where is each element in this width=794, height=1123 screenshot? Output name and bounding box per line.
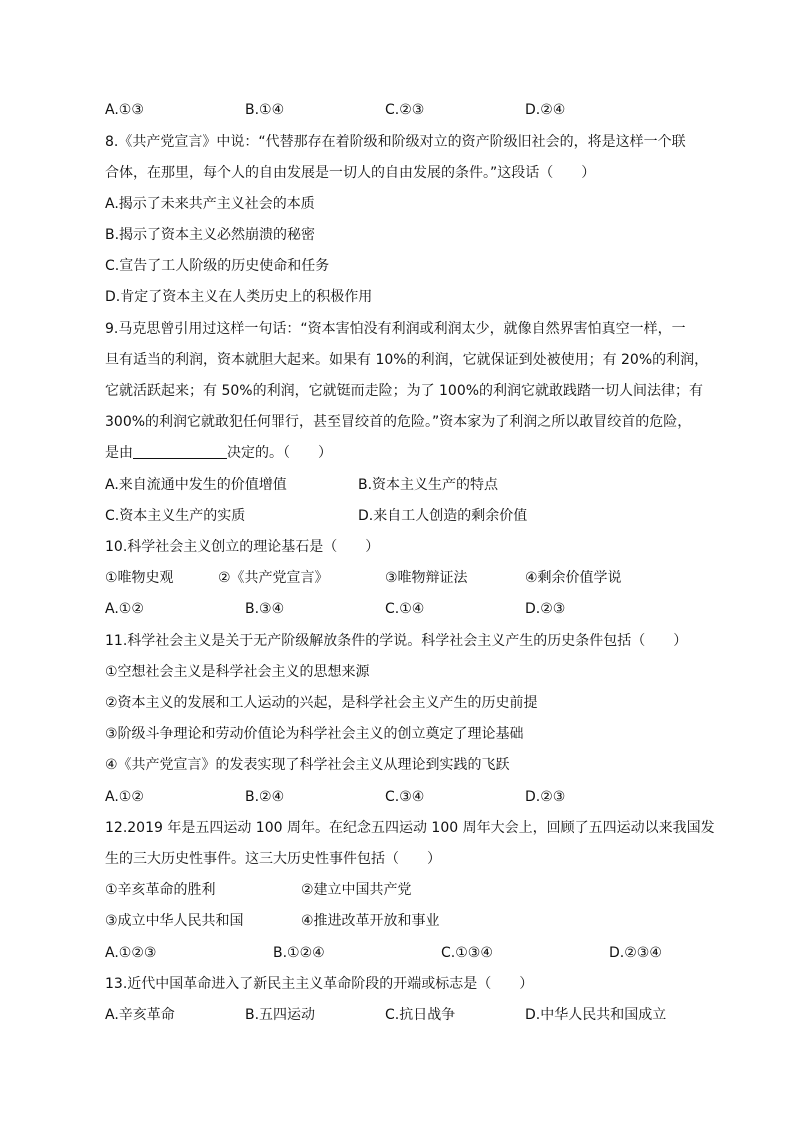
q8-stem-line-1: 8.《共产党宣言》中说：“代替那存在着阶级和阶级对立的资产阶级旧社会的，将是这样一个联	[105, 134, 686, 150]
q9-stem-line-5-pre: 是由	[105, 445, 133, 461]
q12-item-4: ④推进改革开放和事业	[301, 913, 440, 929]
q10-option-d: D.②③	[525, 601, 566, 617]
q10-item-4: ④剩余价值学说	[525, 570, 622, 586]
q11-item-2: ②资本主义的发展和工人运动的兴起，是科学社会主义产生的历史前提	[105, 695, 538, 711]
q10-item-2: ②《共产党宣言》	[218, 570, 329, 586]
q9-stem-line-4: 300%的利润它就敢犯任何罪行，甚至冒绞首的危险。”资本家为了利润之所以敢冒绞首的危险，	[105, 414, 692, 430]
q11-option-c: C.③④	[385, 789, 425, 805]
q12-item-1: ①辛亥革命的胜利	[105, 882, 216, 898]
q8-option-d: D.肯定了资本主义在人类历史上的积极作用	[105, 289, 373, 305]
q7-option-b: B.①④	[245, 102, 285, 118]
q9-stem-line-5	[105, 444, 332, 462]
q11-item-4: ④《共产党宣言》的发表实现了科学社会主义从理论到实践的飞跃	[105, 757, 510, 773]
q12-option-c: C.①③④	[441, 945, 493, 961]
q12-option-d: D.②③④	[609, 945, 662, 961]
q9-stem-line-3: 它就活跃起来；有 50%的利润，它就铤而走险；为了 100%的利润它就敢践踏一切人间法律；有	[105, 383, 704, 399]
q9-option-d: D.来自工人创造的剩余价值	[358, 508, 528, 524]
q10-stem: 10.科学社会主义创立的理论基石是（ ）	[105, 539, 380, 555]
q11-item-1: ①空想社会主义是科学社会主义的思想来源	[105, 664, 370, 680]
q10-option-b: B.③④	[245, 601, 285, 617]
q8-stem-line-2: 合体，在那里，每个人的自由发展是一切人的自由发展的条件。”这段话（ ）	[105, 165, 596, 181]
q13-option-a: A.辛亥革命	[105, 1007, 175, 1023]
q8-option-c: C.宣告了工人阶级的历史使命和任务	[105, 258, 330, 274]
q12-stem-line-2: 生的三大历史性事件。这三大历史性事件包括（ ）	[105, 851, 441, 867]
q11-stem: 11.科学社会主义是关于无产阶级解放条件的学说。科学社会主义产生的历史条件包括（ ）	[105, 633, 688, 649]
q12-item-2: ②建立中国共产党	[301, 882, 412, 898]
q12-item-3: ③成立中华人民共和国	[105, 913, 244, 929]
q7-option-a: A.①③	[105, 102, 144, 118]
q10-option-a: A.①②	[105, 601, 144, 617]
q9-stem-line-5-post: 决定的。（ ）	[227, 445, 332, 461]
q10-item-3: ③唯物辩证法	[385, 570, 468, 586]
q13-stem: 13.近代中国革命进入了新民主主义革命阶段的开端或标志是（ ）	[105, 976, 534, 992]
q9-option-c: C.资本主义生产的实质	[105, 508, 246, 524]
q10-option-c: C.①④	[385, 601, 425, 617]
q8-option-b: B.揭示了资本主义必然崩溃的秘密	[105, 227, 316, 243]
q13-option-b: B.五四运动	[245, 1007, 316, 1023]
q9-option-b: B.资本主义生产的特点	[358, 477, 499, 493]
q9-stem-line-2: 旦有适当的利润，资本就胆大起来。如果有 10%的利润，它就保证到处被使用；有 20%的利润，	[105, 352, 709, 368]
q8-option-a: A.揭示了未来共产主义社会的本质	[105, 196, 315, 212]
q11-option-b: B.②④	[245, 789, 285, 805]
answer-blank	[133, 444, 227, 459]
q7-option-d: D.②④	[525, 102, 566, 118]
q13-option-d: D.中华人民共和国成立	[525, 1007, 667, 1023]
q12-option-b: B.①②④	[273, 945, 325, 961]
q13-option-c: C.抗日战争	[385, 1007, 456, 1023]
q7-option-c: C.②③	[385, 102, 425, 118]
q9-stem-line-1: 9.马克思曾引用过这样一句话：“资本害怕没有利润或利润太少，就像自然界害怕真空一样，一	[105, 321, 686, 337]
q11-item-3: ③阶级斗争理论和劳动价值论为科学社会主义的创立奠定了理论基础	[105, 726, 524, 742]
q12-stem-line-1: 12.2019 年是五四运动 100 周年。在纪念五四运动 100 周年大会上，回顾了五四运动以来我国发	[105, 820, 715, 836]
q9-option-a: A.来自流通中发生的价值增值	[105, 477, 287, 493]
q11-option-d: D.②③	[525, 789, 566, 805]
q11-option-a: A.①②	[105, 789, 144, 805]
q12-option-a: A.①②③	[105, 945, 157, 961]
q10-item-1: ①唯物史观	[105, 570, 174, 586]
